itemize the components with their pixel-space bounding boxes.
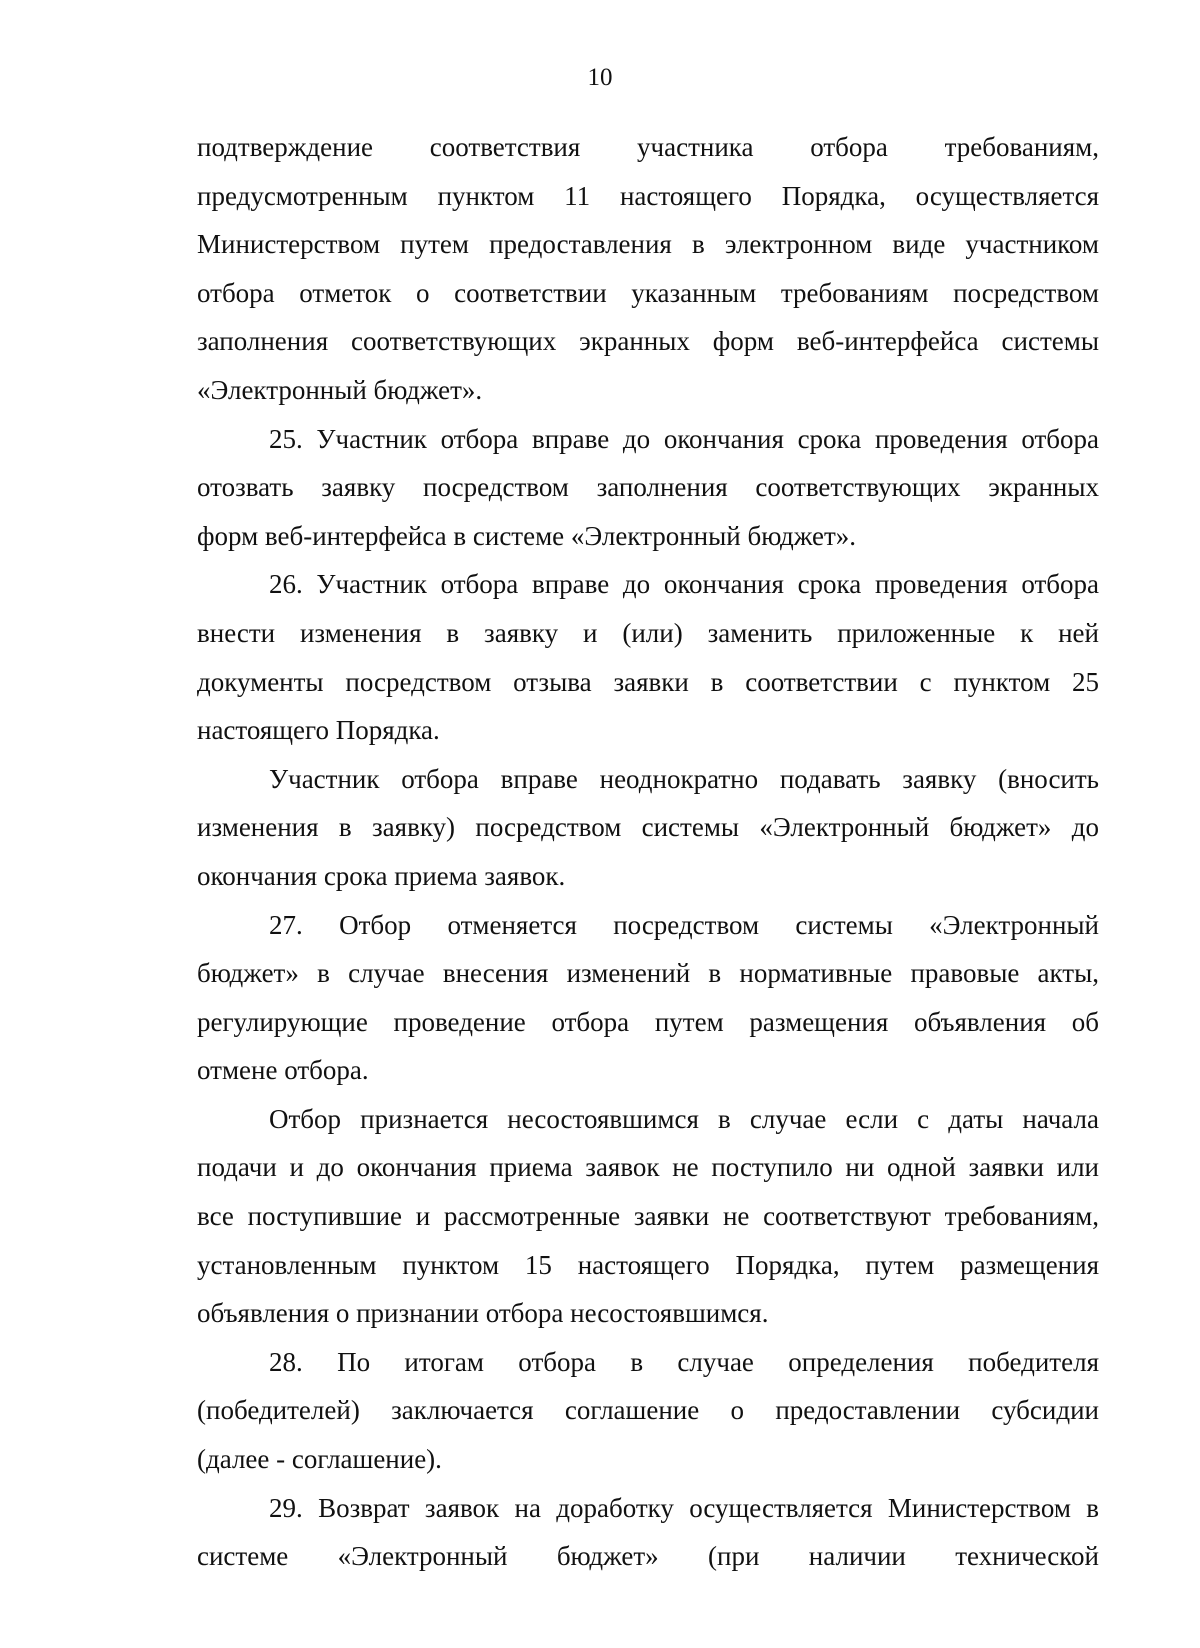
text-line: Министерством путем предоставления в электронном виде участником: [197, 229, 1099, 260]
text-line: 29. Возврат заявок на доработку осуществляется Министерством в: [269, 1492, 1099, 1523]
text-line: Участник отбора вправе неоднократно подавать заявку (вносить: [269, 763, 1099, 794]
text-line: установленным пунктом 15 настоящего Порядка, путем размещения: [197, 1249, 1099, 1280]
paragraph-p27: [197, 901, 1099, 1095]
text-line: отмене отбора.: [197, 1055, 369, 1086]
text-line: 26. Участник отбора вправе до окончания срока проведения отбора: [269, 569, 1099, 600]
text-line: 28. По итогам отбора в случае определения победителя: [269, 1346, 1099, 1377]
text-line: бюджет» в случае внесения изменений в нормативные правовые акты,: [197, 958, 1099, 989]
paragraph-p29: [197, 1484, 1099, 1581]
text-line: изменения в заявку) посредством системы «Электронный бюджет» до: [197, 812, 1099, 843]
text-line: Отбор признается несостоявшимся в случае если с даты начала: [269, 1103, 1099, 1134]
paragraph-p28: [197, 1338, 1099, 1484]
text-line: отозвать заявку посредством заполнения соответствующих экранных: [197, 472, 1099, 503]
text-line: (победителей) заключается соглашение о предоставлении субсидии: [197, 1395, 1099, 1426]
text-line: предусмотренным пунктом 11 настоящего Порядка, осуществляется: [197, 180, 1099, 211]
text-line: заполнения соответствующих экранных форм веб-интерфейса системы: [197, 326, 1099, 357]
paragraph-p1: [197, 123, 1099, 415]
text-line: все поступившие и рассмотренные заявки не соответствуют требованиям,: [197, 1201, 1099, 1232]
paragraph-p26b: [197, 755, 1099, 901]
text-line: «Электронный бюджет».: [197, 374, 483, 405]
text-line: 27. Отбор отменяется посредством системы «Электронный: [269, 909, 1099, 940]
text-line: отбора отметок о соответствии указанным требованиям посредством: [197, 277, 1099, 308]
text-line: документы посредством отзыва заявки в соответствии с пунктом 25: [197, 666, 1099, 697]
text-line: подачи и до окончания приема заявок не поступило ни одной заявки или: [197, 1152, 1099, 1183]
document-body: [197, 123, 1099, 1581]
text-line: окончания срока приема заявок.: [197, 860, 566, 891]
text-line: настоящего Порядка.: [197, 715, 440, 746]
text-line: внести изменения в заявку и (или) заменить приложенные к ней: [197, 617, 1099, 648]
paragraph-p27b: [197, 1095, 1099, 1338]
paragraph-p25: [197, 415, 1099, 561]
paragraph-p26: [197, 560, 1099, 754]
page-number: 10: [587, 64, 613, 91]
text-line: объявления о признании отбора несостоявшимся.: [197, 1298, 769, 1329]
text-line: системе «Электронный бюджет» (при наличии технической: [197, 1541, 1099, 1572]
text-line: 25. Участник отбора вправе до окончания срока проведения отбора: [269, 423, 1099, 454]
text-line: (далее - соглашение).: [197, 1444, 442, 1475]
text-line: подтверждение соответствия участника отбора требованиям,: [197, 132, 1099, 162]
text-line: форм веб-интерфейса в системе «Электронный бюджет».: [197, 520, 857, 551]
text-line: регулирующие проведение отбора путем размещения объявления об: [197, 1006, 1099, 1037]
